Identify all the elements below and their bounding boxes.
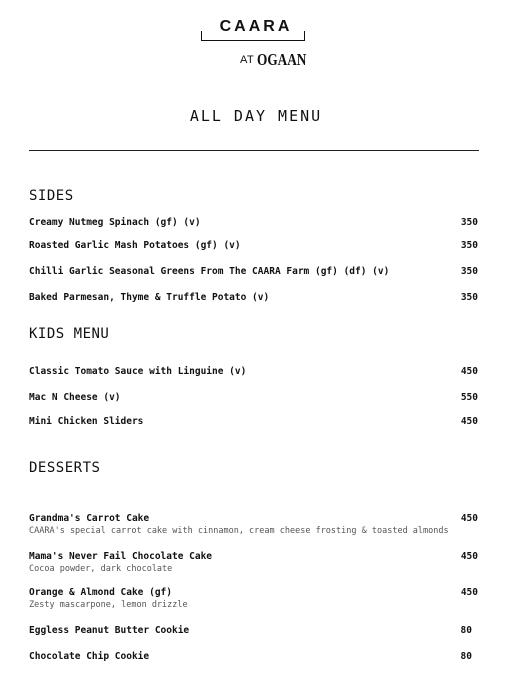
menu-item-name: Classic Tomato Sauce with Linguine (v) — [29, 366, 247, 377]
menu-item-name: Eggless Peanut Butter Cookie — [29, 625, 190, 636]
menu-item-price: 450 — [460, 366, 478, 377]
menu-item-price: 80 — [460, 651, 472, 662]
menu-item-name: Mac N Cheese (v) — [29, 392, 121, 403]
menu-item-name: Chocolate Chip Cookie — [29, 651, 150, 662]
logo-ogaan-text: OGAAN — [257, 50, 307, 69]
menu-item-price: 450 — [460, 513, 478, 524]
menu-item-price: 350 — [460, 292, 478, 303]
menu-item-price: 80 — [460, 625, 472, 636]
menu-item-name: Chilli Garlic Seasonal Greens From The CAARA Farm (gf) (df) (v) — [29, 266, 390, 277]
menu-item-name: Mama's Never Fail Chocolate Cake — [29, 551, 213, 562]
menu-item-name: Roasted Garlic Mash Potatoes (gf) (v) — [29, 240, 241, 251]
section-title-desserts: DESSERTS — [29, 460, 101, 476]
menu-item-description: Cocoa powder, dark chocolate — [29, 564, 173, 574]
menu-item-price: 450 — [460, 416, 478, 427]
caara-logo — [0, 16, 512, 76]
menu-item-description: Zesty mascarpone, lemon drizzle — [29, 600, 188, 610]
menu-title: ALL DAY MENU — [189, 107, 323, 125]
menu-item-price: 350 — [460, 217, 478, 228]
menu-item-name: Mini Chicken Sliders — [29, 416, 144, 427]
logo-at-text: AT — [240, 54, 255, 66]
logo-subtitle — [240, 50, 321, 70]
menu-item-price: 350 — [460, 240, 478, 251]
menu-item-price: 450 — [460, 587, 478, 598]
menu-item-price: 450 — [460, 551, 478, 562]
logo-bracket-line — [201, 31, 305, 41]
title-divider — [29, 150, 479, 151]
menu-item-price: 350 — [460, 266, 478, 277]
menu-item-price: 550 — [460, 392, 478, 403]
menu-item-name: Baked Parmesan, Thyme & Truffle Potato (v) — [29, 292, 270, 303]
section-title-sides: SIDES — [29, 188, 74, 204]
menu-item-description: CAARA's special carrot cake with cinnamon, cream cheese frosting & toasted almonds — [29, 526, 449, 536]
logo-caara-text: CAARA — [219, 18, 293, 35]
menu-item-name: Grandma's Carrot Cake — [29, 513, 150, 524]
menu-item-name: Creamy Nutmeg Spinach (gf) (v) — [29, 217, 201, 228]
section-title-kids-menu: KIDS MENU — [29, 326, 110, 342]
menu-item-name: Orange & Almond Cake (gf) — [29, 587, 172, 598]
